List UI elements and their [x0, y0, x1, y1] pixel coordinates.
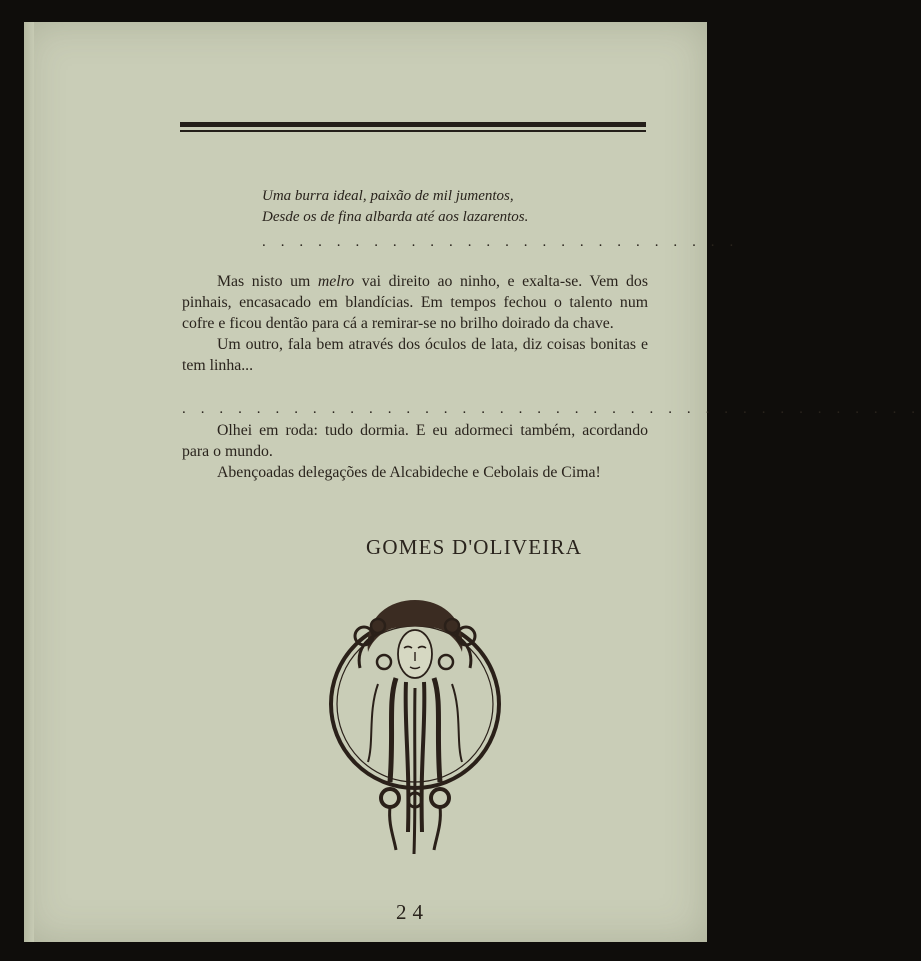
- paragraph-3: Olhei em roda: tudo dormia. E eu adormeci também, acordando para o mundo.: [182, 422, 648, 460]
- verse-line-2: Desde os de fina albarda até aos lazarentos.: [262, 209, 529, 225]
- paragraph-1-end: vai direito ao ninho, e exalta-se. Vem dos pinhais, encasacado em blandícias. Em tempos fechou o talento num cofre e ficou dentão para cá a remirar-se no brilho doirado da chave.: [182, 273, 648, 332]
- paragraph-4: Abençoadas delegações de Alcabideche e Cebolais de Cima!: [217, 464, 601, 481]
- page-edge: [24, 22, 34, 942]
- paragraph-1-start: Mas nisto um: [217, 273, 318, 290]
- dotted-separator-long: . . . . . . . . . . . . . . . . . . . . . . . . . . . . . . . . . . . . . . . .: [182, 401, 921, 417]
- prose-block-1: [182, 271, 648, 376]
- paragraph-1-emphasis: melro: [317, 273, 355, 290]
- verse: [262, 186, 528, 228]
- art-nouveau-woman-ornament: [318, 592, 512, 864]
- header-rule: [180, 122, 646, 127]
- author-signature: GOMES D'OLIVEIRA: [366, 535, 583, 559]
- paragraph-1: [182, 271, 648, 334]
- prose-block-2: [182, 420, 648, 483]
- paragraph-2: Um outro, fala bem através dos óculos de lata, diz coisas bonitas e tem linha...: [182, 336, 648, 374]
- page-number: 24: [396, 900, 429, 924]
- dotted-separator-short: . . . . . . . . . . . . . . . . . . . . . . . . . .: [262, 234, 739, 250]
- verse-line-1: Uma burra ideal, paixão de mil jumentos,: [262, 188, 514, 204]
- header-rule-thin: [180, 130, 646, 132]
